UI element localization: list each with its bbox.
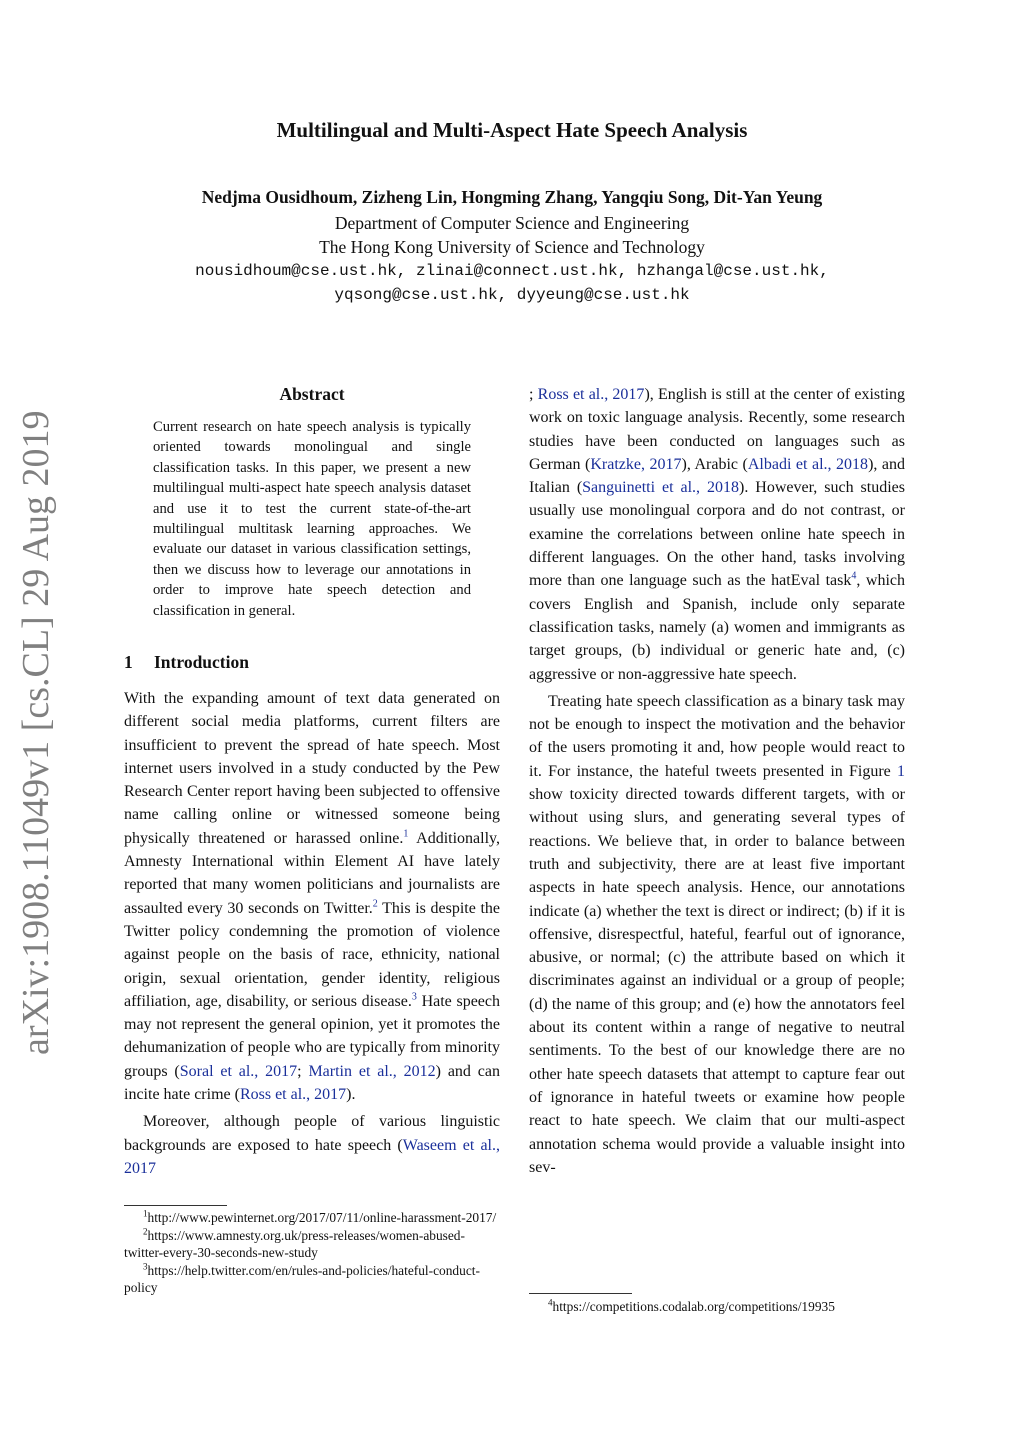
footnote-ref-1[interactable]: 1: [403, 828, 409, 840]
citation-martin[interactable]: Martin et al., 2012: [308, 1062, 436, 1080]
footnote-4: $^4$https://competitions.codalab.org/competitions/19935: [548, 1297, 835, 1314]
section-title: Introduction: [154, 652, 249, 672]
abstract-body: Current research on hate speech analysis is typically oriented towards monolingual and single classification tasks. In this paper, we present a new multilingual multi-aspect hate speech analysis dataset and use it to test the current state-of-the-art multilingual multitask learning approaches. We evaluate our dataset in various classification settings, then we discuss how to leverage our annotations in order to improve hate speech detection and classification in general.: [153, 419, 471, 619]
section-heading-introduction: [124, 652, 500, 673]
section-number: 1: [124, 652, 133, 672]
citation-soral[interactable]: Soral et al., 2017: [179, 1062, 298, 1080]
footnote-3: $^3$https://help.twitter.com/en/rules-and-policies/hateful-conduct-policy: [124, 1261, 480, 1296]
author-emails-line2: yqsong@cse.ust.hk, dyyeung@cse.ust.hk: [334, 286, 690, 304]
citation-sanguinetti[interactable]: Sanguinetti et al., 2018: [582, 479, 740, 497]
author-list: Nedjma Ousidhoum, Zizheng Lin, Hongming Zhang, Yangqiu Song, Dit-Yan Yeung: [201, 187, 823, 207]
intro-paragraph-3: Treating hate speech classification as a binary task may not be enough to inspect the motivation and the behavior of the users promoting it and, how people would react to it. For instance, the hateful tweets presented in Figure 1 show toxicity directed towards different targets, with or without using slurs, and generating several types of reactions. We believe that, in order to balance between truth and subjectivity, there are at least five important aspects in hate speech analysis. Hence, our annotations indicate (a) whether the text is direct or indirect; (b) if it is offensive, disrespectful, hateful, fearful out of ignorance, abusive, or normal; (c) the attribute based on which it discriminates against an individual or a group of people; (d) the name of this group; and (e) how the annotators feel about its content within a range of negative to neutral sentiments. To the best of our knowledge there are no other hate speech datasets that attempt to capture fear out of ignorance in hateful tweets or examine how people react to hate speech. We claim that our multi-aspect annotation schema would provide a valuable insight into sev-: [529, 692, 905, 1176]
affiliation-university: The Hong Kong University of Science and Technology: [319, 237, 705, 257]
abstract-heading: Abstract: [279, 384, 345, 404]
paper-title: Multilingual and Multi-Aspect Hate Speech Analysis: [276, 118, 748, 142]
footnote-ref-2[interactable]: 2: [372, 898, 378, 910]
citation-albadi[interactable]: Albadi et al., 2018: [747, 455, 869, 473]
footnote-ref-4[interactable]: 4: [851, 571, 857, 583]
intro-paragraph-1: With the expanding amount of text data generated on different social media platforms, current filters are insufficient to prevent the spread of hate speech. Most internet users involved in a study conducted by the Pew Research Center report having been subjected to offensive name calling online or witnessed someone being physically threatened or harassed online.$^1$ Additionally, Amnesty International within Element AI have lately reported that many women politicians and journalists are assaulted every 30 seconds on Twitter.$^2$ This is despite the Twitter policy condemning the promotion of violence against people on the basis of race, ethnicity, national origin, sexual orientation, gender identity, religious affiliation, age, disability, or serious disease.$^3$ Hate speech may not represent the general opinion, yet it promotes the dehumanization of people who are typically from minority groups (Soral et al., 2017; Martin et al., 2012) and can incite hate crime (Ross et al., 2017).: [124, 690, 501, 1104]
citation-ross-2[interactable]: Ross et al., 2017: [537, 386, 645, 403]
figure-ref-1[interactable]: 1: [897, 762, 905, 780]
citation-waseem[interactable]: Waseem et al., 2017: [124, 1136, 500, 1177]
citation-kratzke[interactable]: Kratzke, 2017: [590, 455, 682, 473]
left-column-body: [124, 687, 500, 1180]
footnote-ref-3[interactable]: 3: [411, 991, 417, 1003]
footnote-2: $^2$https://www.amnesty.org.uk/press-releases/women-abused-twitter-every-30-seconds-new-study: [124, 1226, 465, 1261]
footnotes-right: [529, 1298, 905, 1316]
intro-paragraph-2: Moreover, although people of various linguistic backgrounds are exposed to hate speech (Waseem et al., 2017: [124, 1113, 500, 1177]
affiliation-department: Department of Computer Science and Engineering: [334, 213, 690, 233]
intro-paragraph-2-continued: ; Ross et al., 2017), English is still at the center of existing work on toxic language analysis. Recently, some research studies have been conducted on languages such as German (Kratzke, 2017), Arabic (Albadi et al., 2018), and Italian (Sanguinetti et al., 2018). However, such studies usually use monolingual corpora and do not contrast, or examine the correlations between online hate speech in different languages. On the other hand, tasks involving more than one language such as the hatEval task$^4$, which covers English and Spanish, include only separate classification tasks, namely (a) women and immigrants as target groups, (b) individual or generic hate and, (c) aggressive or non-aggressive hate speech.: [529, 386, 906, 683]
right-column-body: [529, 383, 905, 1179]
author-emails-line1: nousidhoum@cse.ust.hk, zlinai@connect.ust.hk, hzhangal@cse.ust.hk,: [195, 262, 829, 280]
arxiv-identifier: arXiv:1908.11049v1 [cs.CL] 29 Aug 2019: [15, 410, 57, 1055]
footnotes-left: [124, 1209, 500, 1297]
footnote-divider-left: [124, 1205, 227, 1206]
footnote-divider-right: [529, 1293, 632, 1294]
footnote-1: $^1$http://www.pewinternet.org/2017/07/11/online-harassment-2017/: [143, 1208, 497, 1225]
citation-ross-1[interactable]: Ross et al., 2017: [239, 1086, 347, 1104]
